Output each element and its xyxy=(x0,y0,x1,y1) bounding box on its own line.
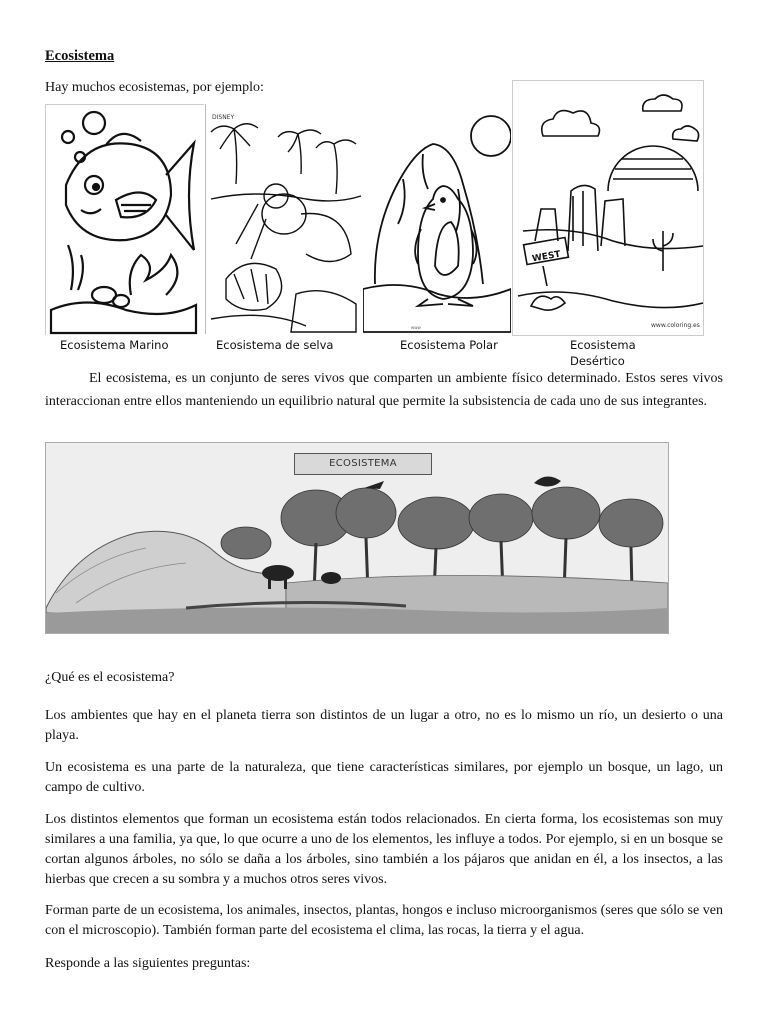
paragraph-definition: El ecosistema, es un conjunto de seres vivos que comparten un ambiente físico determinado. Estos seres vivos interaccionan entre ellos manteniendo un equilibrio natural que permite la subsistencia de cada uno de sus integrantes. xyxy=(45,371,723,409)
desert-ecosystem-image xyxy=(512,80,704,336)
ecosystem-scene-image xyxy=(45,442,669,634)
paragraph-components: Forman parte de un ecosistema, los animales, insectos, plantas, hongos e incluso microorganismos (seres que sólo se ven con el microscopio). También forman parte del ecosistema el clima, las rocas, la tierra y el agua. xyxy=(45,903,723,938)
closing-instruction: Responde a las siguientes preguntas: xyxy=(45,956,251,971)
page-title: Ecosistema xyxy=(45,48,115,64)
paragraph-environments: Los ambientes que hay en el planeta tierra son distintos de un lugar a otro, no es lo mismo un río, un desierto o una playa. xyxy=(45,708,723,743)
svg-text:www: www xyxy=(411,325,421,330)
caption-jungle: Ecosistema de selva xyxy=(216,338,334,352)
paragraph-relations: Los distintos elementos que forman un ecosistema están todos relacionados. En cierta forma, los ecosistemas son muy similares a una familia, ya que, lo que ocurre a uno de los elementos, les influye a todos. Por ejemplo, si en un bosque se cortan algunos árboles, no sólo se daña a los árboles, sino también a los pájaros que anidan en él, a los insectos, a las hierbas que crecen a su sombra y a muchos otros seres vivos. xyxy=(45,812,723,887)
svg-text:www.coloring.es: www.coloring.es xyxy=(651,322,700,329)
polar-ecosystem-image xyxy=(363,104,511,334)
marine-ecosystem-image xyxy=(45,104,204,335)
question-heading: ¿Qué es el ecosistema? xyxy=(45,670,175,685)
jungle-ecosystem-image xyxy=(205,104,363,334)
svg-text:WEST: WEST xyxy=(531,249,562,265)
caption-polar: Ecosistema Polar xyxy=(400,338,498,352)
intro-text: Hay muchos ecosistemas, por ejemplo: xyxy=(45,80,264,95)
svg-text:DISNEY: DISNEY xyxy=(212,114,235,121)
scene-label: ECOSISTEMA xyxy=(294,453,432,475)
caption-desert: Ecosistema Desértico xyxy=(570,338,636,368)
paragraph-example: Un ecosistema es una parte de la naturaleza, que tiene características similares, por ejemplo un bosque, un lago, un campo de cultivo. xyxy=(45,760,723,795)
caption-marine: Ecosistema Marino xyxy=(60,338,169,352)
